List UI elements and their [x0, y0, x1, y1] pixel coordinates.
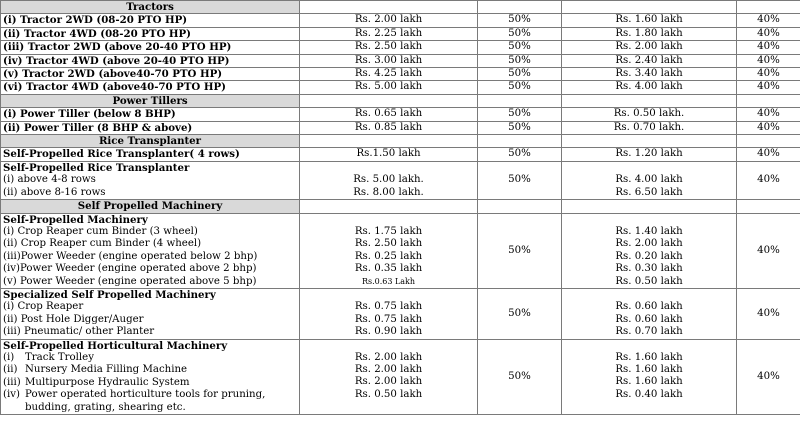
table-row [1, 68, 800, 81]
item-name: budding, grating, shearing etc. [25, 401, 186, 413]
percent-cell: 40% [737, 121, 800, 134]
table-row [1, 213, 800, 288]
table-row [1, 27, 800, 40]
percent-cell: 40% [737, 339, 800, 414]
item-name: (v) Power Weeder (engine operated above 5 bhp) [3, 275, 257, 287]
item-name: (iii) Pneumatic/ other Planter [3, 326, 155, 338]
cost-cell: Rs. 2.00 lakh [562, 41, 737, 54]
item-name: (ii) Post Hole Digger/Auger [3, 313, 144, 325]
percent-cell: 50% [478, 148, 562, 161]
section-header-tractors: Tractors [1, 1, 300, 14]
cost-cell: Rs. 2.25 lakh [300, 27, 478, 40]
cost-cell: Rs. 5.00 lakh [300, 81, 478, 94]
cost-cell: Rs. 1.75 lakh Rs. 2.50 lakh Rs. 0.25 lakh Rs. 0.35 lakh Rs.0.63 Lakh [300, 213, 478, 288]
cost-cell: Rs. 0.70 lakh. [562, 121, 737, 134]
cost-cell: Rs. 1.80 lakh [562, 27, 737, 40]
item-name: (i) Power Tiller (below 8 BHP) [1, 108, 300, 121]
group-title: Self-Propelled Rice Transplanter [3, 161, 190, 174]
percent-cell: 50% [478, 121, 562, 134]
cost-cell: Rs. 0.60 lakh Rs. 0.60 lakh Rs. 0.70 lakh [562, 288, 737, 339]
cost-cell: Rs. 1.60 lakh [562, 14, 737, 27]
percent-cell: 50% [478, 288, 562, 339]
percent-cell: 40% [737, 68, 800, 81]
percent-cell: 40% [737, 213, 800, 288]
cost-cell: Rs. 3.40 lakh [562, 68, 737, 81]
section-header-self-propelled-machinery: Self Propelled Machinery [1, 200, 300, 213]
cost-cell: Rs. 1.40 lakh Rs. 2.00 lakh Rs. 0.20 lakh Rs. 0.30 lakh Rs. 0.50 lakh [562, 213, 737, 288]
table-row [1, 41, 800, 54]
item-name: (iii) Tractor 2WD (above 20-40 PTO HP) [1, 41, 300, 54]
item-name: (ii) Nursery Media Filling Machine [3, 364, 188, 376]
item-name: (iii)Power Weeder (engine operated below 2 bhp) [3, 250, 258, 262]
cost-cell: Rs. 0.50 lakh. [562, 108, 737, 121]
percent-cell: 40% [737, 288, 800, 339]
percent-cell: 50% [478, 213, 562, 288]
percent-cell: 50% [478, 81, 562, 94]
item-group [1, 288, 300, 339]
percent-cell: 50% [478, 339, 562, 414]
item-name: (i) Crop Reaper cum Binder (3 wheel) [3, 225, 198, 237]
cost-cell: Rs. 4.25 lakh [300, 68, 478, 81]
group-title: Specialized Self Propelled Machinery [3, 288, 216, 301]
table-row [1, 108, 800, 121]
item-name: (i) Track Trolley [3, 351, 94, 363]
item-name: (ii) Crop Reaper cum Binder (4 wheel) [3, 238, 202, 250]
table-row [1, 148, 800, 161]
percent-cell: 40% [737, 14, 800, 27]
percent-cell: 40% [737, 27, 800, 40]
table-row [1, 121, 800, 134]
section-header-rice-transplanter: Rice Transplanter [1, 135, 300, 148]
percent-cell: 50% [478, 161, 562, 199]
cost-cell: Rs. 2.50 lakh [300, 41, 478, 54]
cost-cell: Rs. 4.00 lakh [562, 81, 737, 94]
cost-cell: Rs. 3.00 lakh [300, 54, 478, 67]
item-name: (iv)Power Weeder (engine operated above 2 bhp) [3, 263, 257, 275]
table-row [1, 339, 800, 414]
table-row [1, 54, 800, 67]
cost-cell: Rs. 2.00 lakh Rs. 2.00 lakh Rs. 2.00 lakh Rs. 0.50 lakh [300, 339, 478, 414]
cost-cell: Rs. 2.00 lakh [300, 14, 478, 27]
percent-cell: 50% [478, 41, 562, 54]
section-header-power-tillers: Power Tillers [1, 94, 300, 107]
cost-cell: Rs. 1.20 lakh [562, 148, 737, 161]
percent-cell: 50% [478, 27, 562, 40]
cost-cell: Rs. 0.75 lakh Rs. 0.75 lakh Rs. 0.90 lakh [300, 288, 478, 339]
percent-cell: 40% [737, 161, 800, 199]
table-row [1, 14, 800, 27]
item-name: (i) Tractor 2WD (08-20 PTO HP) [1, 14, 300, 27]
percent-cell: 40% [737, 81, 800, 94]
group-title: Self-Propelled Machinery [3, 213, 148, 226]
item-name: (iv) Tractor 4WD (above 20-40 PTO HP) [1, 54, 300, 67]
item-name: (ii) above 8-16 rows [3, 186, 106, 198]
item-name: (iv) Power operated horticulture tools for pruning, [3, 389, 266, 401]
cost-cell: Rs.1.50 lakh [300, 148, 478, 161]
table-row [1, 81, 800, 94]
item-name: (ii) Power Tiller (8 BHP & above) [1, 121, 300, 134]
percent-cell: 40% [737, 108, 800, 121]
item-group [1, 161, 300, 199]
item-group [1, 339, 300, 414]
cost-cell: Rs. 0.65 lakh [300, 108, 478, 121]
item-name: (vi) Tractor 4WD (above40-70 PTO HP) [1, 81, 300, 94]
table-row [1, 161, 800, 199]
cost-cell: Rs. 0.85 lakh [300, 121, 478, 134]
percent-cell: 50% [478, 68, 562, 81]
percent-cell: 50% [478, 14, 562, 27]
cost-cell: Rs. 2.40 lakh [562, 54, 737, 67]
group-title: Self-Propelled Horticultural Machinery [3, 339, 228, 352]
item-name: (v) Tractor 2WD (above40-70 PTO HP) [1, 68, 300, 81]
item-name: (iii) Multipurpose Hydraulic System [3, 376, 190, 388]
percent-cell: 40% [737, 41, 800, 54]
item-name: (i) above 4-8 rows [3, 174, 96, 186]
item-group [1, 213, 300, 288]
cost-cell: Rs. 4.00 lakh Rs. 6.50 lakh [562, 161, 737, 199]
percent-cell: 40% [737, 148, 800, 161]
cost-cell: Rs. 1.60 lakh Rs. 1.60 lakh Rs. 1.60 lakh Rs. 0.40 lakh [562, 339, 737, 414]
item-name: (i) Crop Reaper [3, 301, 84, 313]
table-row [1, 288, 800, 339]
item-name: (ii) Tractor 4WD (08-20 PTO HP) [1, 27, 300, 40]
cost-cell: Rs. 5.00 lakh. Rs. 8.00 lakh. [300, 161, 478, 199]
percent-cell: 40% [737, 54, 800, 67]
percent-cell: 50% [478, 54, 562, 67]
item-name: Self-Propelled Rice Transplanter( 4 rows) [1, 148, 300, 161]
percent-cell: 50% [478, 108, 562, 121]
